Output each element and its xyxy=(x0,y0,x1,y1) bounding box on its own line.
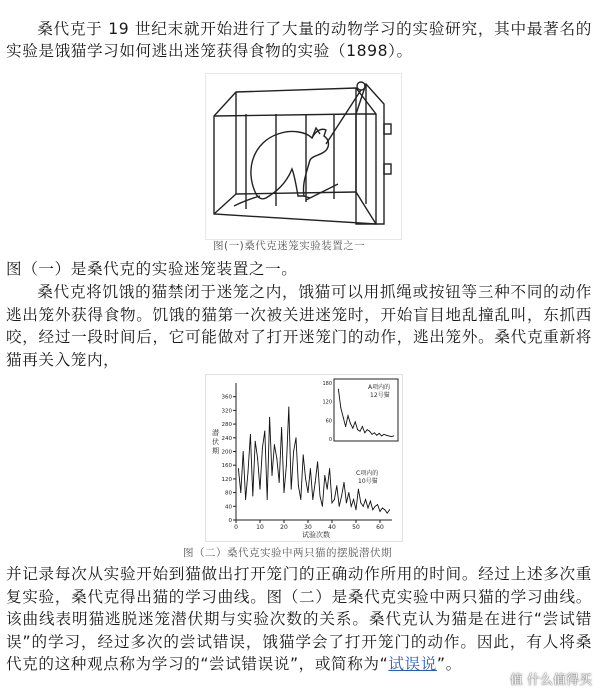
data-point-cat-10 xyxy=(315,482,316,483)
x-tick-label: 50 xyxy=(352,524,360,531)
data-point-cat-12 xyxy=(379,433,380,434)
y-tick-label: 320 xyxy=(221,408,232,415)
data-point-cat-10 xyxy=(344,482,345,483)
data-point-cat-10 xyxy=(281,427,282,428)
data-point-cat-12 xyxy=(369,431,370,432)
data-point-cat-12 xyxy=(360,431,361,432)
learning-curve-figure xyxy=(205,374,403,542)
data-point-cat-12 xyxy=(372,434,373,435)
data-point-cat-10 xyxy=(324,475,325,476)
data-point-cat-12 xyxy=(388,435,389,436)
data-point-cat-12 xyxy=(374,432,375,433)
y-tick-label: 80 xyxy=(225,490,232,497)
data-point-cat-12 xyxy=(393,435,394,436)
inset-y-tick-label: 0 xyxy=(328,437,332,443)
data-point-cat-12 xyxy=(357,429,358,430)
paragraph-conclusion xyxy=(6,563,592,676)
data-point-cat-10 xyxy=(305,478,306,479)
paragraph-experiment: 桑代克将饥饿的猫禁闭于迷笼之内，饿猫可以用抓绳或按钮等三种不同的动作逃出笼外获得食物。饥饿的猫第一次被关进迷笼时，开始盲目地乱撞乱叫，东抓西咬，经过一段时间后，它可能做对了打开迷笼门的动作，逃出笼外。桑代克重新将猫再关入笼内， xyxy=(6,283,592,369)
data-point-cat-12 xyxy=(345,426,346,427)
inset-y-tick-label: 120 xyxy=(322,399,332,406)
data-point-cat-10 xyxy=(255,441,256,442)
x-tick-label: 60 xyxy=(376,524,384,531)
data-point-cat-10 xyxy=(286,465,287,466)
y-tick-label: 240 xyxy=(221,435,232,442)
x-tick-label: 30 xyxy=(304,524,312,531)
data-point-cat-10 xyxy=(320,496,321,497)
data-point-cat-12 xyxy=(376,435,377,436)
data-point-cat-10 xyxy=(334,499,335,500)
data-point-cat-10 xyxy=(336,485,337,486)
data-point-cat-10 xyxy=(300,499,301,500)
y-tick-label: 160 xyxy=(221,463,232,470)
conclusion-end: ”。 xyxy=(436,655,462,673)
puzzle-box-figure xyxy=(205,73,402,240)
data-point-cat-10 xyxy=(248,472,249,473)
x-tick-label: 20 xyxy=(280,524,288,531)
data-point-cat-10 xyxy=(240,492,241,493)
data-point-cat-10 xyxy=(322,506,323,507)
data-point-cat-12 xyxy=(352,428,353,429)
data-point-cat-10 xyxy=(288,406,289,407)
site-watermark: 值 什么值得买 xyxy=(509,673,592,688)
data-point-cat-12 xyxy=(362,426,363,427)
data-point-cat-10 xyxy=(346,502,347,503)
data-point-cat-10 xyxy=(387,513,388,514)
data-point-cat-10 xyxy=(272,475,273,476)
data-point-cat-10 xyxy=(370,501,371,502)
data-point-cat-10 xyxy=(303,454,304,455)
data-point-cat-12 xyxy=(343,417,344,418)
trial-and-error-link[interactable]: 试误说 xyxy=(388,655,437,673)
data-point-cat-10 xyxy=(389,509,390,510)
y-tick-label: 120 xyxy=(221,476,232,483)
data-point-cat-10 xyxy=(291,489,292,490)
data-point-cat-10 xyxy=(348,492,349,493)
data-point-cat-10 xyxy=(284,492,285,493)
data-point-cat-10 xyxy=(384,509,385,510)
data-point-cat-10 xyxy=(257,458,258,459)
data-point-cat-10 xyxy=(264,430,265,431)
data-point-cat-12 xyxy=(348,415,349,416)
data-point-cat-10 xyxy=(279,482,280,483)
paragraph-figure1-ref: 图（一）是桑代克的实验迷笼装置之一。 xyxy=(6,260,298,278)
y-axis-label: 潜 xyxy=(212,429,219,437)
data-point-cat-10 xyxy=(372,509,373,510)
y-tick-label: 360 xyxy=(221,394,232,401)
y-tick-label: 280 xyxy=(221,422,232,429)
data-point-cat-10 xyxy=(363,506,364,507)
data-point-cat-10 xyxy=(356,509,357,510)
data-point-cat-10 xyxy=(312,499,313,500)
data-point-cat-10 xyxy=(358,489,359,490)
x-axis-label: 试验次数 xyxy=(302,531,330,539)
data-point-cat-10 xyxy=(339,506,340,507)
data-point-cat-10 xyxy=(296,437,297,438)
conclusion-text: 并记录每次从实验开始到猫做出打开笼门的正确动作所用的时间。经过上述多次重复实验，桑代克得出猫的学习曲线。图（二）是桑代克实验中两只猫的学习曲线。该曲线表明猫逃脱迷笼潜伏期与实验次数的关系。桑代克认为猫是在进行“尝试错误”的学习，经过多次的尝试错误，饿猫学会了打开笼门的动作。因此，有人将桑代克的这种观点称为学习的“尝试错误说”，或简称为“ xyxy=(6,565,592,673)
data-point-cat-10 xyxy=(327,489,328,490)
data-point-cat-10 xyxy=(293,451,294,452)
data-point-cat-10 xyxy=(317,461,318,462)
data-point-cat-10 xyxy=(365,499,366,500)
data-point-cat-10 xyxy=(375,506,376,507)
data-point-cat-10 xyxy=(351,506,352,507)
figure2-caption: 图（二）桑代克实验中两只猫的摆脱潜伏期 xyxy=(183,547,392,559)
y-tick-label: 40 xyxy=(225,504,232,511)
data-point-cat-12 xyxy=(386,435,387,436)
y-axis-label: 伏 xyxy=(212,438,219,446)
data-point-cat-10 xyxy=(329,468,330,469)
x-tick-label: 10 xyxy=(256,524,264,531)
y-axis-label: 期 xyxy=(212,447,219,455)
data-point-cat-12 xyxy=(355,421,356,422)
x-tick-label: 40 xyxy=(328,524,336,531)
x-tick-label: 0 xyxy=(234,524,238,531)
data-point-cat-12 xyxy=(340,407,341,408)
puzzle-box-illustration xyxy=(206,74,401,239)
data-point-cat-10 xyxy=(310,468,311,469)
y-tick-label: 200 xyxy=(221,449,232,456)
data-point-cat-10 xyxy=(276,458,277,459)
data-point-cat-10 xyxy=(332,502,333,503)
data-point-cat-12 xyxy=(338,389,339,390)
data-point-cat-10 xyxy=(341,496,342,497)
data-point-cat-10 xyxy=(238,468,239,469)
data-point-cat-10 xyxy=(353,499,354,500)
data-point-cat-10 xyxy=(360,502,361,503)
data-point-cat-10 xyxy=(243,451,244,452)
data-point-cat-10 xyxy=(308,492,309,493)
data-point-cat-10 xyxy=(368,508,369,509)
data-point-cat-10 xyxy=(298,485,299,486)
data-point-cat-10 xyxy=(250,434,251,435)
data-point-cat-10 xyxy=(380,511,381,512)
data-point-cat-12 xyxy=(364,432,365,433)
data-point-cat-10 xyxy=(267,499,268,500)
learning-curve-chart xyxy=(206,375,402,541)
inset-y-tick-label: 180 xyxy=(322,381,332,387)
series-label-cat-12: A项内的 xyxy=(368,384,391,391)
figure1-caption: 图(一)桑代克迷笼实验装置之一 xyxy=(213,240,366,252)
data-point-cat-10 xyxy=(274,444,275,445)
data-point-cat-10 xyxy=(245,499,246,500)
data-point-cat-10 xyxy=(262,448,263,449)
series-label-cat-12-line2: 12号猫 xyxy=(370,392,390,399)
data-point-cat-10 xyxy=(377,504,378,505)
series-label-cat-10: C项内的 xyxy=(356,470,379,477)
paragraph-intro: 桑代克于 19 世纪末就开始进行了大量的动物学习的实验研究，其中最著名的实验是饿猫学习如何逃出迷笼获得食物的实验（1898）。 xyxy=(6,20,592,60)
data-point-cat-10 xyxy=(382,508,383,509)
data-point-cat-12 xyxy=(384,434,385,435)
data-point-cat-12 xyxy=(367,429,368,430)
data-point-cat-10 xyxy=(260,489,261,490)
data-point-cat-12 xyxy=(381,435,382,436)
y-tick-label: 0 xyxy=(228,518,232,524)
data-point-cat-12 xyxy=(391,436,392,437)
data-point-cat-10 xyxy=(269,417,270,418)
data-point-cat-10 xyxy=(252,496,253,497)
inset-y-tick-label: 60 xyxy=(325,418,332,425)
data-point-cat-12 xyxy=(350,423,351,424)
series-label-cat-10-line2: 10号猫 xyxy=(358,478,378,485)
